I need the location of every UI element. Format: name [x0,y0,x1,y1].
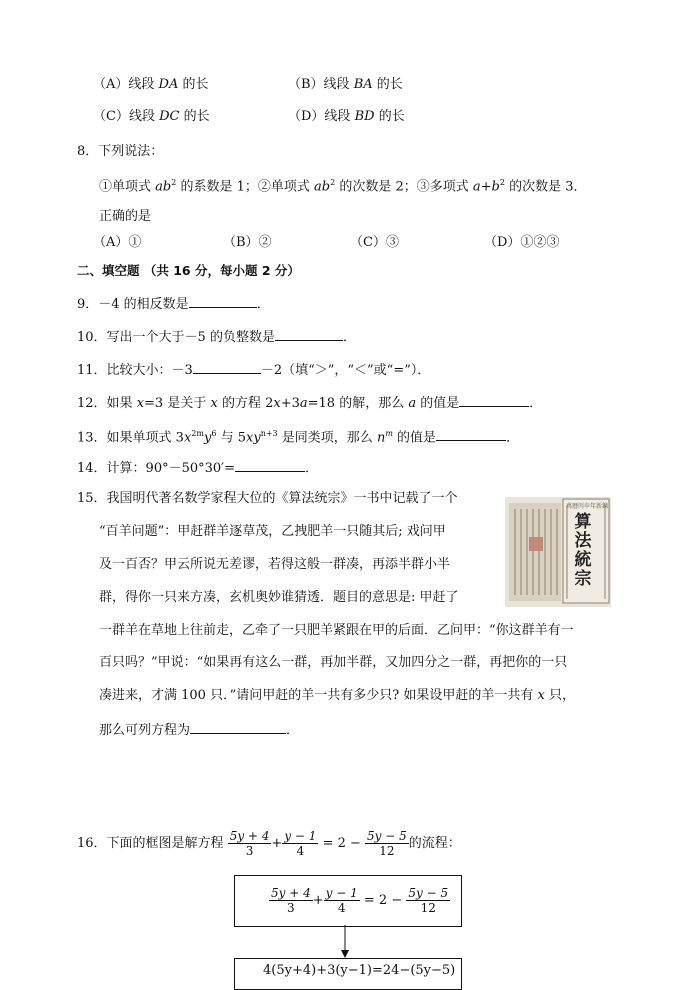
book-illustration [505,497,611,607]
q14: 14．计算：90°－50°30′= ． [77,458,318,478]
q12: 12．如果 x=3 是关于 x 的方程 2x+3a=18 的解，那么 a 的值是 ． [77,393,542,413]
q15-line-2: “百羊问题”：甲赶群羊逐草茂，乙拽肥羊一只随其后; 戏问甲 [99,524,446,539]
book-top-caption: 萬曆丙申年新鐫 [565,503,608,510]
q8-option-b: （B）② [223,235,272,250]
q15-blank[interactable] [190,720,286,734]
q10-blank[interactable] [275,327,343,341]
flowchart-box-step2 [234,958,462,990]
q15-line-6: 百只吗？”甲说：“如果再有这么一群，再加半群，又加四分之一群，再把你的一只 [99,655,568,670]
q7-option-a: （A）线段 DA 的长 [93,77,209,92]
q13-blank[interactable] [436,427,506,441]
q15-line-1: 15．我国明代著名数学家程大位的《算法统宗》一书中记载了一个 [77,491,458,506]
q15-line-5: 一群羊在草地上往前走，乙牵了一只肥羊紧跟在甲的后面．乙问甲：“你这群羊有一 [99,623,574,638]
q8-option-d: （D）①②③ [484,235,560,250]
q7-option-b: （B）线段 BA 的长 [288,77,403,92]
q8-option-a: （A）① [93,235,142,250]
q11-blank[interactable] [193,360,261,374]
flowchart-box-equation [234,875,462,927]
flowchart-equation: $\frac{5y + 4}{3}$ + $\frac{y - 1}{4}$ = 2 − $\frac{5y - 5}{12}$ [271,886,449,915]
book-title: 算法統宗 [574,512,592,589]
q8-correct-label: 正确的是 [99,209,152,224]
book-image [505,497,611,607]
q16-stem: 16．下面的框图是解方程 $\frac{5y + 4}{3}$ + $\frac{y - 1}{4}$ = 2 − $\frac{5y - 5}{12}$ 的流程： [77,829,461,858]
q14-blank[interactable] [235,458,305,472]
fraction-1: $\frac{5y + 4}{3}$ [229,829,270,858]
q12-blank[interactable] [459,393,529,407]
q15-line-8: 那么可列方程为 ． [99,720,299,740]
q9: 9．－4 的相反数是 ． [77,294,270,314]
q15-line-4: 群，得你一只来方凑，玄机奥妙谁猜透．题目的意思是: 甲赶了 [99,590,459,605]
q10: 10．写出一个大于－5 的负整数是 ． [77,327,356,347]
q7-option-c: （C）线段 DC 的长 [93,109,210,124]
section-heading: 二、填空题 （共 16 分，每小题 2 分） [77,263,300,278]
flowchart-arrow-icon [339,925,351,959]
q8-option-c: （C）③ [350,235,399,250]
fraction-2: $\frac{y - 1}{4}$ [284,829,317,858]
q8-stem: 8．下列说法： [77,144,164,159]
q8-statements: ①单项式 $ab^2$ 的系数是 1；②单项式 $ab^2$ 的次数是 2；③多项式 $a+b^2$ 的次数是 3． [99,178,587,195]
q15-line-3: 及一百否？甲云所说无差谬，若得这般一群凑，再添半群小半 [99,557,451,572]
q11: 11．比较大小：－3 －2（填“＞”，“＜”或“=”）． [77,360,430,380]
fraction-3: $\frac{5y - 5}{12}$ [367,829,407,858]
q15-line-7: 凑进来，才满 100 只．”请问甲赶的羊一共有多少只? 如果设甲赶的羊一共有 x 只， [99,688,575,703]
q13: 13．如果单项式 $3x^{2m}y^6$ 与 $5xy^{n+3}$ 是同类项，那么 $n^m$ 的值是 ． [77,429,520,446]
flowchart-step2: 4(5y+4)+3(y−1)=24−(5y−5) [263,963,456,978]
q9-blank[interactable] [189,294,257,308]
q7-option-d: （D）线段 BD 的长 [288,109,405,124]
